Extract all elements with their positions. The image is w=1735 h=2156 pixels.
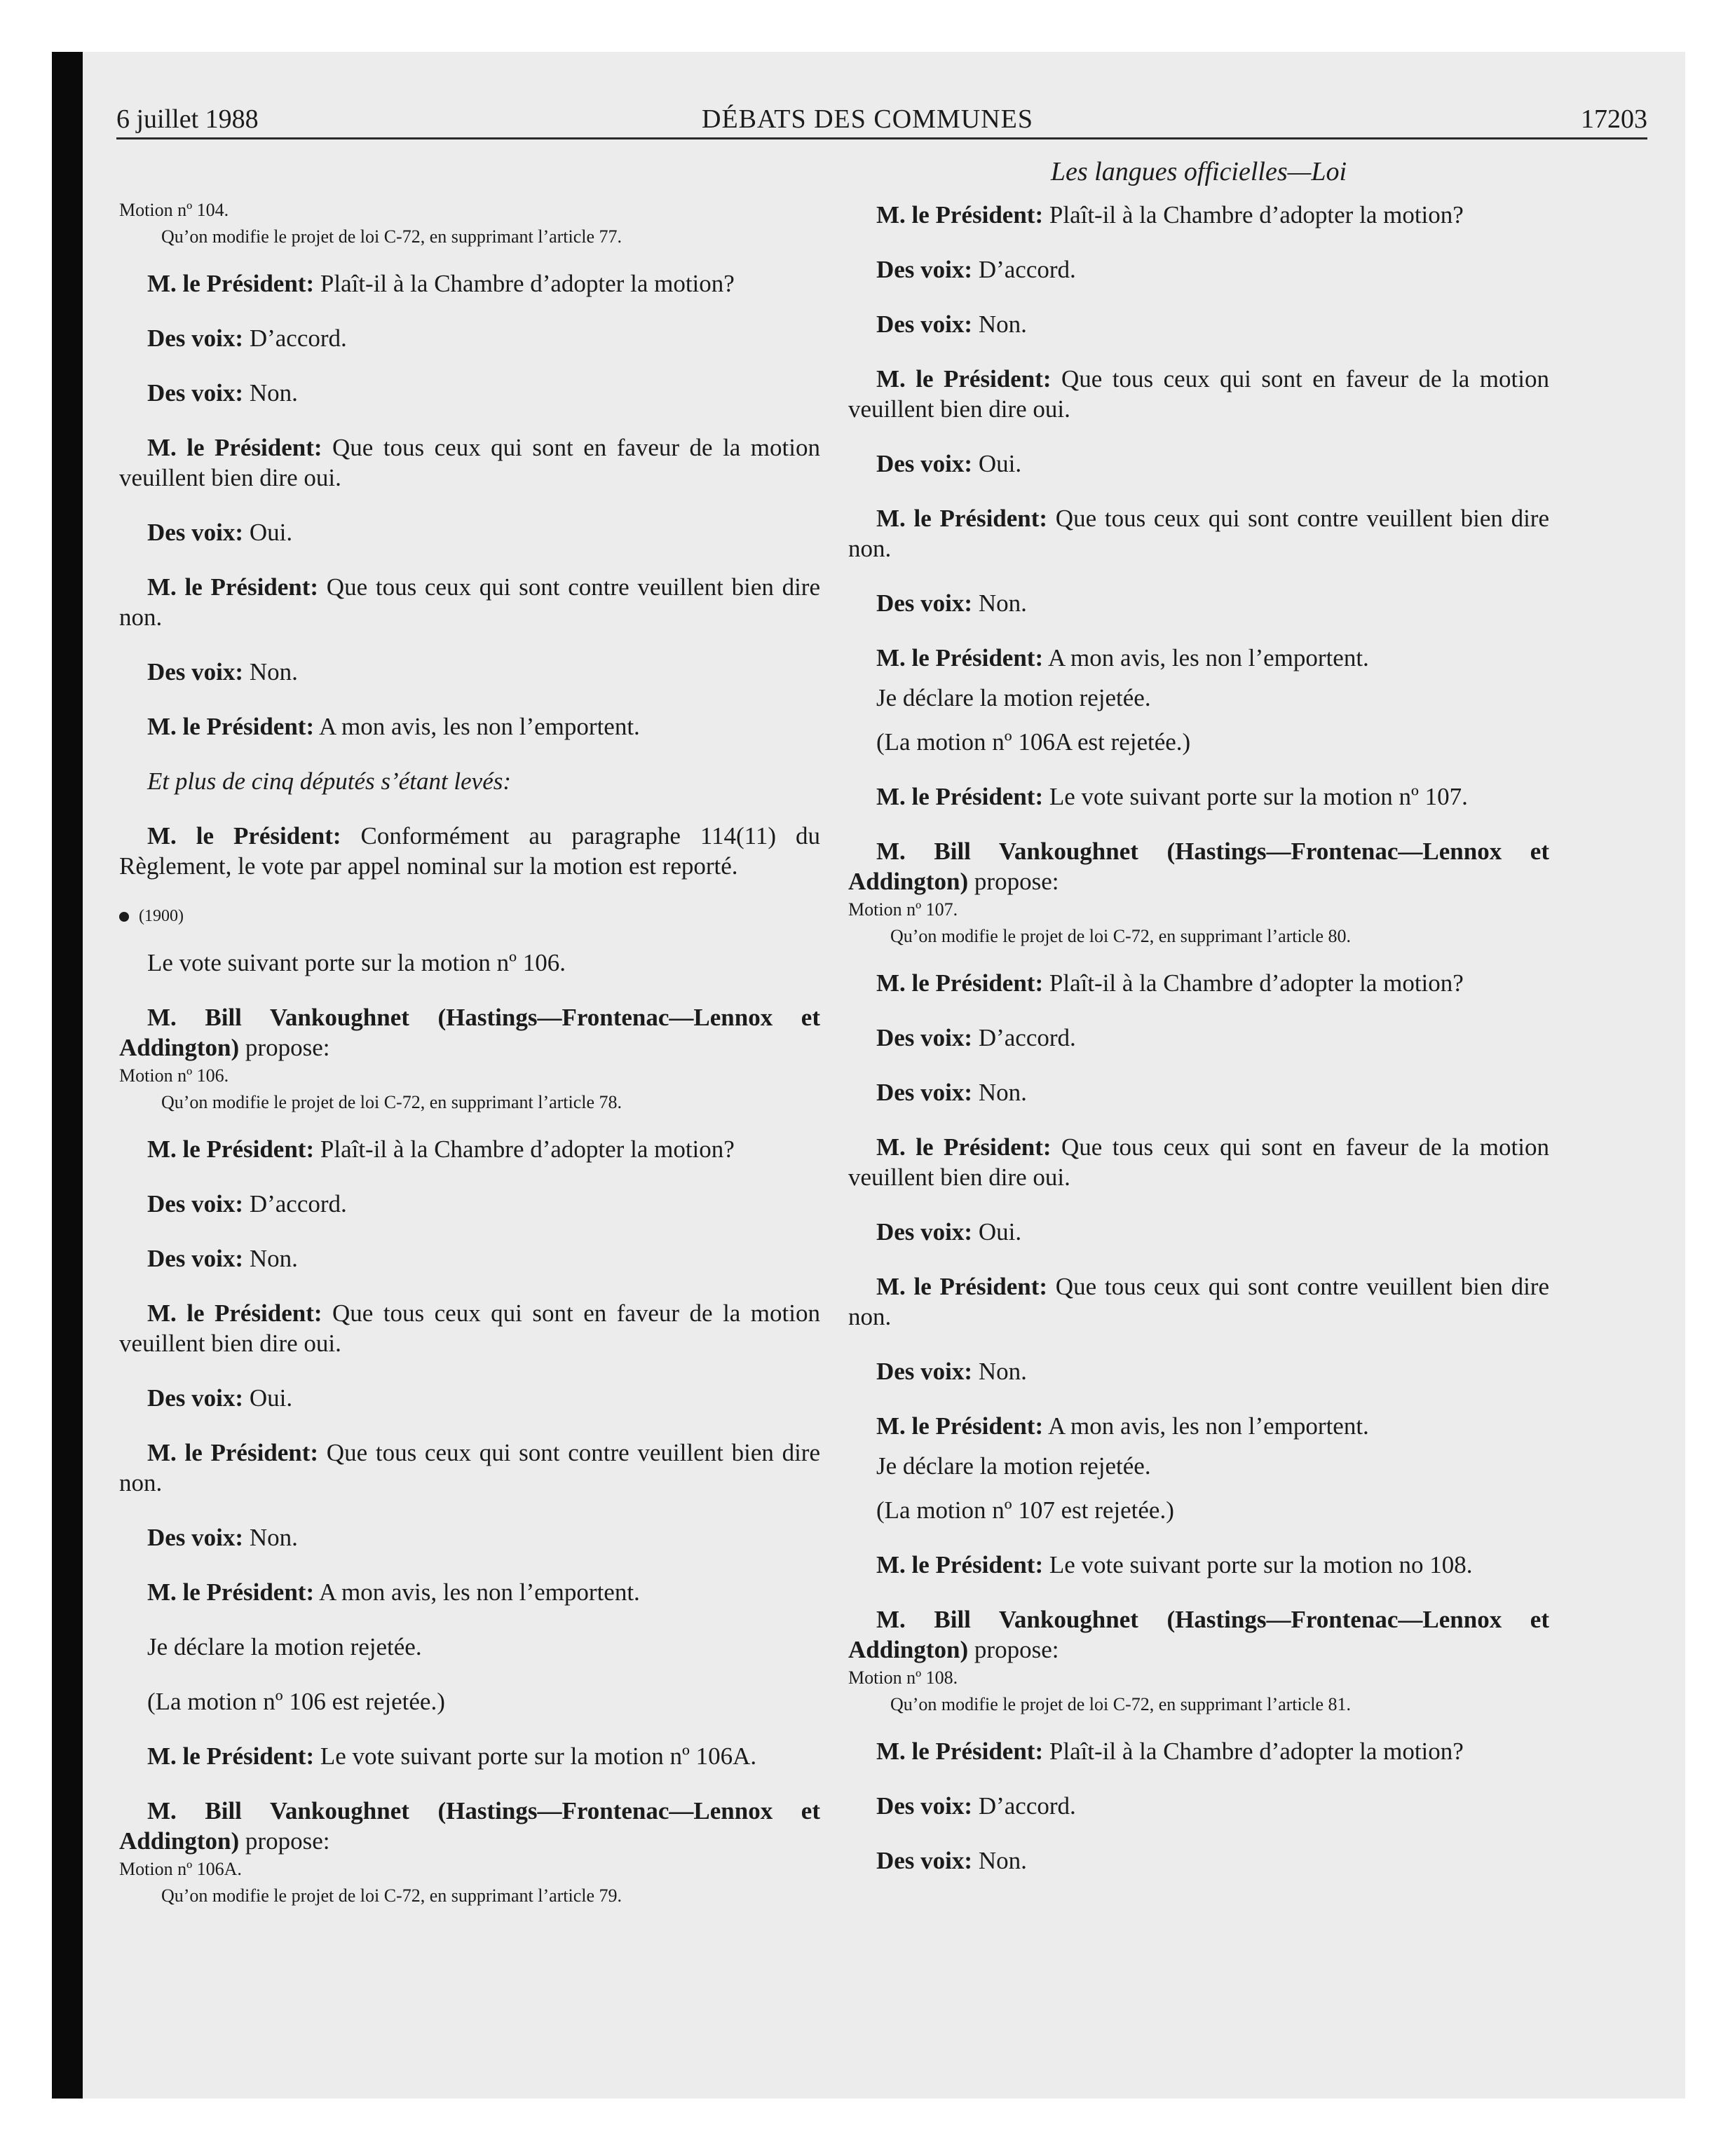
speech-text: D’accord.	[972, 1024, 1076, 1051]
speaker: M. le Président:	[876, 365, 1052, 393]
speaker: Des voix:	[876, 1024, 973, 1051]
motion-number: Motion nº 104.	[119, 200, 229, 220]
speech-text: Que tous ceux qui sont contre veuillent bien dire non.	[848, 1273, 1549, 1330]
speech	[848, 1791, 1549, 1821]
speech-text: propose:	[968, 868, 1059, 895]
speaker: M. le Président:	[147, 1742, 315, 1770]
speaker: M. Bill Vankoughnet (Hastings—Frontenac—Lennox et Addington)	[119, 1004, 820, 1061]
speech	[848, 1217, 1549, 1247]
speaker: Des voix:	[876, 1847, 973, 1874]
speech	[848, 364, 1549, 424]
motion-text: Qu’on modifie le projet de loi C-72, en supprimant l’article 81.	[890, 1694, 1352, 1714]
speech-text: Le vote suivant porte sur la motion nº 107.	[1043, 783, 1468, 810]
speaker: Des voix:	[876, 1079, 973, 1106]
header-date: 6 juillet 1988	[116, 104, 259, 134]
speaker: M. le Président:	[147, 1578, 315, 1606]
speech-text: D’accord.	[243, 1190, 347, 1217]
speech	[119, 1741, 820, 1771]
speaker: M. le Président:	[876, 1273, 1048, 1300]
speech-text: D’accord.	[972, 256, 1076, 283]
speaker: Des voix:	[147, 1384, 244, 1412]
speech	[119, 572, 820, 632]
paragraph: (La motion nº 107 est rejetée.)	[876, 1496, 1174, 1524]
speech	[848, 1845, 1549, 1876]
speech	[119, 517, 820, 547]
speech	[119, 1189, 820, 1219]
speech	[119, 1243, 820, 1274]
motion-text: Qu’on modifie le projet de loi C-72, en supprimant l’article 80.	[890, 926, 1352, 946]
speech-text: Plaît-il à la Chambre d’adopter la motion?	[314, 1135, 735, 1163]
speaker: M. le Président:	[876, 1738, 1044, 1765]
speech	[119, 1298, 820, 1358]
speaker: Des voix:	[147, 1245, 244, 1272]
time-marker	[119, 906, 820, 927]
speech	[119, 1796, 820, 1856]
speech	[848, 503, 1549, 564]
speech-text: Oui.	[972, 1218, 1022, 1246]
header-page-number: 17203	[1581, 104, 1647, 134]
speech	[119, 711, 820, 742]
speech	[848, 1271, 1549, 1332]
speech-text: Non.	[972, 589, 1027, 617]
running-head: Les langues officielles—Loi	[1050, 157, 1347, 186]
speech	[119, 1522, 820, 1553]
speech-text: Conformément au paragraphe 114(11) du Règlement, le vote par appel nominal sur la motion est reporté.	[119, 822, 820, 880]
paragraph: Je déclare la motion rejetée.	[147, 1633, 422, 1660]
paragraph: Je déclare la motion rejetée.	[876, 684, 1151, 711]
header-rule	[116, 137, 1647, 139]
speech	[848, 782, 1549, 812]
speaker: Des voix:	[876, 589, 973, 617]
speech-text: Non.	[243, 1245, 298, 1272]
speech-text: Non.	[243, 379, 298, 407]
speaker: Des voix:	[876, 256, 973, 283]
speaker: Des voix:	[876, 1218, 973, 1246]
speech	[848, 1604, 1549, 1665]
speech-text: Plaît-il à la Chambre d’adopter la motion?	[314, 270, 735, 297]
stage-direction: Et plus de cinq députés s’étant levés:	[147, 767, 512, 795]
paragraph: Je déclare la motion rejetée.	[876, 1452, 1151, 1480]
speech	[119, 268, 820, 299]
speech-text: Que tous ceux qui sont en faveur de la motion veuillent bien dire oui.	[848, 365, 1549, 423]
speaker: M. le Président:	[147, 573, 319, 601]
motion-number: Motion nº 106A.	[119, 1859, 242, 1879]
speech	[119, 1438, 820, 1498]
speech-text: D’accord.	[972, 1792, 1076, 1820]
speaker: Des voix:	[876, 1792, 973, 1820]
speech	[848, 1077, 1549, 1107]
speech	[119, 323, 820, 353]
speaker: M. Bill Vankoughnet (Hastings—Frontenac—Lennox et Addington)	[848, 838, 1549, 895]
speaker: M. le Président:	[147, 1439, 319, 1466]
speech	[848, 588, 1549, 618]
speaker: Des voix:	[147, 1524, 244, 1551]
speaker: M. le Président:	[876, 1133, 1052, 1161]
speech-text: propose:	[239, 1827, 330, 1855]
speech-text: Le vote suivant porte sur la motion nº 106A.	[314, 1742, 757, 1770]
speaker: M. le Président:	[147, 1299, 322, 1327]
speech	[848, 200, 1549, 230]
speaker: M. le Président:	[147, 270, 315, 297]
speech-text: propose:	[239, 1034, 330, 1061]
motion-number: Motion nº 108.	[848, 1667, 958, 1688]
paragraph: (La motion nº 106A est rejetée.)	[876, 728, 1191, 756]
speech	[848, 836, 1549, 896]
motion-text: Qu’on modifie le projet de loi C-72, en supprimant l’article 77.	[161, 226, 622, 247]
motion-text: Qu’on modifie le projet de loi C-72, en supprimant l’article 79.	[161, 1885, 622, 1906]
speech	[848, 449, 1549, 479]
motion-number: Motion nº 107.	[848, 899, 958, 920]
speech-text: D’accord.	[243, 325, 347, 352]
speaker: M. le Président:	[147, 822, 341, 850]
speech-text: Non.	[243, 658, 298, 685]
speech-text: Oui.	[972, 450, 1022, 477]
speech	[119, 1383, 820, 1413]
right-column	[848, 200, 1549, 1900]
speaker: M. le Président:	[876, 1551, 1044, 1578]
speech	[119, 1002, 820, 1063]
speech-text: Que tous ceux qui sont contre veuillent bien dire non.	[119, 1439, 820, 1496]
speaker: M. le Président:	[876, 1412, 1044, 1440]
speech-text: Oui.	[243, 519, 293, 546]
speaker: M. le Président:	[876, 783, 1044, 810]
speech-text: Non.	[972, 1079, 1027, 1106]
motion-text: Qu’on modifie le projet de loi C-72, en supprimant l’article 78.	[161, 1092, 622, 1112]
speech	[119, 657, 820, 687]
speech-text: propose:	[968, 1636, 1059, 1663]
speaker: M. le Président:	[876, 644, 1044, 671]
speaker: M. Bill Vankoughnet (Hastings—Frontenac—Lennox et Addington)	[119, 1797, 820, 1855]
speaker: Des voix:	[876, 1358, 973, 1385]
speech	[119, 821, 820, 881]
speech	[848, 643, 1549, 673]
speaker: M. le Président:	[147, 713, 315, 740]
speaker: Des voix:	[876, 311, 973, 338]
speech	[848, 1411, 1549, 1441]
speech-text: Non.	[243, 1524, 298, 1551]
speaker: M. le Président:	[876, 969, 1044, 997]
bullet-icon	[119, 912, 129, 922]
binding-edge	[52, 52, 83, 2099]
speech-text: Le vote suivant porte sur la motion no 108.	[1043, 1551, 1473, 1578]
speaker: M. le Président:	[876, 505, 1048, 532]
speech	[848, 1736, 1549, 1766]
speech	[119, 1134, 820, 1164]
paragraph: (La motion nº 106 est rejetée.)	[147, 1688, 445, 1715]
speech	[848, 1550, 1549, 1580]
speech	[119, 1577, 820, 1607]
header-title: DÉBATS DES COMMUNES	[702, 104, 1033, 134]
speaker: Des voix:	[147, 519, 244, 546]
speaker: M. le Président:	[147, 1135, 315, 1163]
speech-text: Plaît-il à la Chambre d’adopter la motion?	[1043, 1738, 1464, 1765]
speaker: M. Bill Vankoughnet (Hastings—Frontenac—Lennox et Addington)	[848, 1606, 1549, 1663]
speech-text: Que tous ceux qui sont en faveur de la motion veuillent bien dire oui.	[848, 1133, 1549, 1191]
speech-text: Que tous ceux qui sont contre veuillent bien dire non.	[119, 573, 820, 631]
speech	[119, 432, 820, 493]
speaker: Des voix:	[147, 658, 244, 685]
speech-text: A mon avis, les non l’emportent.	[314, 713, 640, 740]
speech-text: Non.	[972, 1358, 1027, 1385]
speech-text: Oui.	[243, 1384, 293, 1412]
speaker: Des voix:	[147, 379, 244, 407]
speech	[848, 309, 1549, 339]
speech-text: A mon avis, les non l’emportent.	[314, 1578, 640, 1606]
speech-text: A mon avis, les non l’emportent.	[1043, 644, 1369, 671]
speech	[848, 1356, 1549, 1386]
speech	[848, 968, 1549, 998]
speech-text: Plaît-il à la Chambre d’adopter la motion?	[1043, 969, 1464, 997]
speech	[848, 1023, 1549, 1053]
motion-number: Motion nº 106.	[119, 1065, 229, 1086]
speaker: Des voix:	[147, 325, 244, 352]
paragraph: Le vote suivant porte sur la motion nº 106.	[147, 949, 566, 976]
time-text: (1900)	[139, 907, 184, 925]
speech-text: Non.	[972, 1847, 1027, 1874]
speaker: Des voix:	[876, 450, 973, 477]
speech	[848, 1132, 1549, 1192]
speech-text: Non.	[972, 311, 1027, 338]
speech	[848, 254, 1549, 285]
speech	[119, 378, 820, 408]
speech-text: Plaît-il à la Chambre d’adopter la motion?	[1043, 201, 1464, 228]
speech-text: Que tous ceux qui sont en faveur de la motion veuillent bien dire oui.	[119, 434, 820, 491]
speech-text: Que tous ceux qui sont contre veuillent bien dire non.	[848, 505, 1549, 562]
speaker: M. le Président:	[876, 201, 1044, 228]
speech-text: A mon avis, les non l’emportent.	[1043, 1412, 1369, 1440]
speech-text: Que tous ceux qui sont en faveur de la motion veuillent bien dire oui.	[119, 1299, 820, 1357]
left-column	[119, 200, 820, 1928]
speaker: M. le Président:	[147, 434, 322, 461]
speaker: Des voix:	[147, 1190, 244, 1217]
